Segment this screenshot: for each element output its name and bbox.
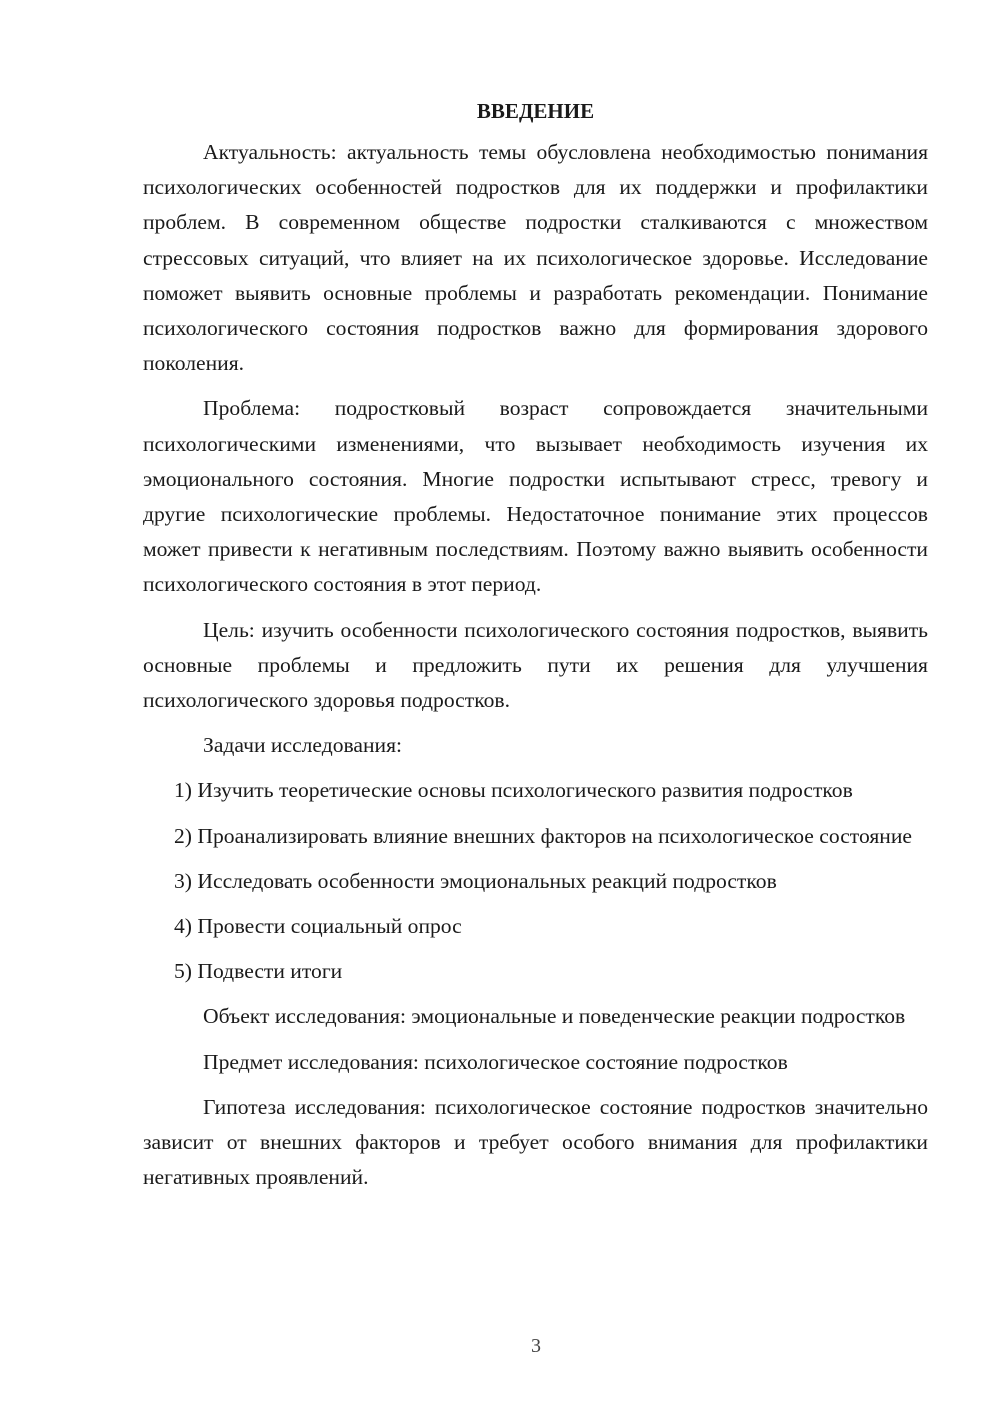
list-item: 1) Изучить теоретические основы психологического развития подростков [174,778,853,803]
problem-paragraph: Проблема: подростковый возраст сопровождается значительными психологическими изменениями, что вызывает необходимость изучения их эмоционального состояния. Многие подростки испытывают стресс, тревогу и другие психологические проблемы. Недостаточное понимание этих процессов может привести к негативным последствиям. Поэтому важно выявить особенности психологического состояния в этот период. [143,396,928,597]
relevance-paragraph: Актуальность: актуальность темы обусловлена необходимостью понимания психологических особенностей подростков для их поддержки и профилактики проблем. В современном обществе подростки сталкиваются с множеством стрессовых ситуаций, что влияет на их психологическое здоровье. Исследование поможет выявить основные проблемы и разработать рекомендации. Понимание психологического состояния подростков важно для формирования здорового поколения. [143,140,928,376]
list-item: 5) Подвести итоги [174,959,343,984]
document-body [143,94,928,1195]
object-paragraph: Объект исследования: эмоциональные и поведенческие реакции подростков [203,1004,906,1029]
page-number: 3 [531,1335,541,1357]
subject-paragraph: Предмет исследования: психологическое состояние подростков [203,1049,788,1074]
tasks-heading: Задачи исследования: [203,733,403,758]
section-heading: ВВЕДЕНИЕ [476,99,595,123]
list-item: 4) Провести социальный опрос [174,914,462,939]
list-item: 2) Проанализировать влияние внешних факторов на психологическое состояние [174,823,912,848]
tasks-list [143,773,928,989]
list-item: 3) Исследовать особенности эмоциональных реакций подростков [174,868,777,893]
hypothesis-paragraph: Гипотеза исследования: психологическое состояние подростков значительно зависит от внешних факторов и требует особого внимания для профилактики негативных проявлений. [143,1094,928,1190]
goal-paragraph: Цель: изучить особенности психологического состояния подростков, выявить основные проблемы и предложить пути их решения для улучшения психологического здоровья подростков. [143,617,928,713]
